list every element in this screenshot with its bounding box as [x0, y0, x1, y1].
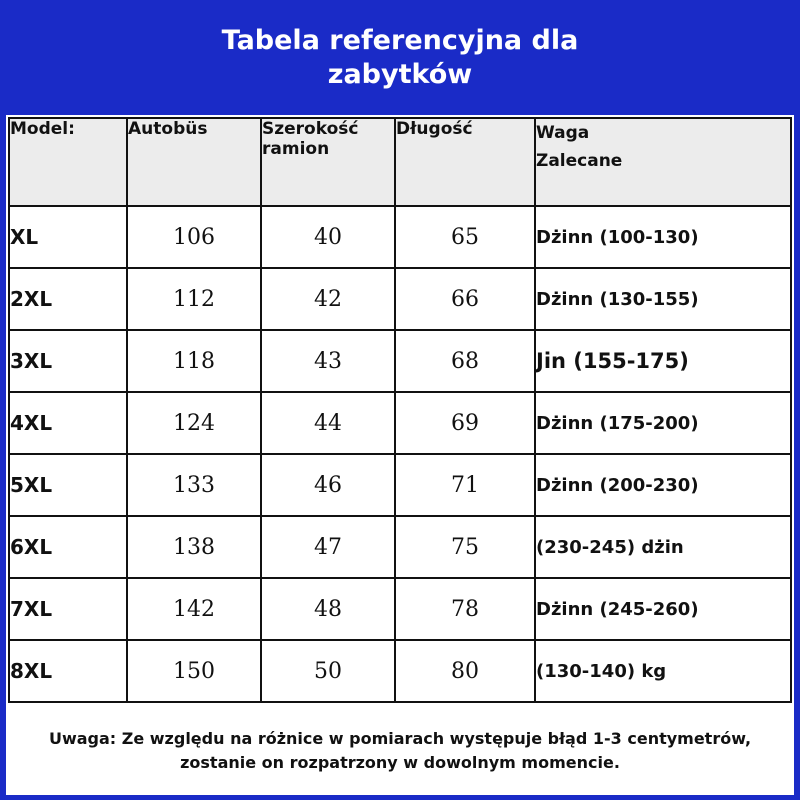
length-cell: 75: [395, 516, 535, 578]
bust-cell: 150: [127, 640, 261, 702]
weight-cell: Dżinn (245-260): [535, 578, 791, 640]
header-recommended-weight: Waga Zalecane: [535, 118, 791, 206]
shoulder-cell: 44: [261, 392, 395, 454]
shoulder-cell: 46: [261, 454, 395, 516]
bust-cell: 124: [127, 392, 261, 454]
size-cell: 6XL: [9, 516, 127, 578]
shoulder-cell: 43: [261, 330, 395, 392]
bust-cell: 112: [127, 268, 261, 330]
table-row: [9, 206, 791, 268]
weight-cell: Dżinn (200-230): [535, 454, 791, 516]
header-length: Długość: [395, 118, 535, 206]
table-row: [9, 330, 791, 392]
weight-cell: Jin (155-175): [535, 330, 791, 392]
size-cell: XL: [9, 206, 127, 268]
weight-cell: Dżinn (100-130): [535, 206, 791, 268]
weight-cell: (130-140) kg: [535, 640, 791, 702]
table-row: [9, 640, 791, 702]
header-shoulder-width: Szerokość ramion: [261, 118, 395, 206]
weight-cell: (230-245) dżin: [535, 516, 791, 578]
bust-cell: 142: [127, 578, 261, 640]
length-cell: 71: [395, 454, 535, 516]
header-row: [9, 118, 791, 206]
size-cell: 8XL: [9, 640, 127, 702]
size-cell: 4XL: [9, 392, 127, 454]
header-model: Model:: [9, 118, 127, 206]
note-line-2: zostanie on rozpatrzony w dowolnym momencie.: [180, 753, 620, 772]
weight-cell: Dżinn (130-155): [535, 268, 791, 330]
measurement-note: [6, 727, 794, 775]
note-line-1: Uwaga: Ze względu na różnice w pomiarach występuje błąd 1-3 centymetrów,: [48, 729, 752, 748]
shoulder-cell: 42: [261, 268, 395, 330]
bust-cell: 138: [127, 516, 261, 578]
length-cell: 65: [395, 206, 535, 268]
shoulder-cell: 47: [261, 516, 395, 578]
size-table: [8, 117, 792, 703]
title-line-2: zabytków: [327, 58, 473, 90]
size-cell: 7XL: [9, 578, 127, 640]
length-cell: 68: [395, 330, 535, 392]
title-line-1: Tabela referencyjna dla: [221, 24, 579, 56]
page-title: [0, 0, 800, 115]
size-cell: 5XL: [9, 454, 127, 516]
bust-cell: 106: [127, 206, 261, 268]
size-cell: 3XL: [9, 330, 127, 392]
shoulder-cell: 50: [261, 640, 395, 702]
length-cell: 78: [395, 578, 535, 640]
table-row: [9, 392, 791, 454]
length-cell: 69: [395, 392, 535, 454]
table-row: [9, 454, 791, 516]
size-cell: 2XL: [9, 268, 127, 330]
bust-cell: 133: [127, 454, 261, 516]
content-panel: [6, 115, 794, 795]
shoulder-cell: 48: [261, 578, 395, 640]
weight-cell: Dżinn (175-200): [535, 392, 791, 454]
table-row: [9, 578, 791, 640]
header-bust: Autobüs: [127, 118, 261, 206]
table-row: [9, 268, 791, 330]
length-cell: 80: [395, 640, 535, 702]
table-row: [9, 516, 791, 578]
bust-cell: 118: [127, 330, 261, 392]
shoulder-cell: 40: [261, 206, 395, 268]
length-cell: 66: [395, 268, 535, 330]
